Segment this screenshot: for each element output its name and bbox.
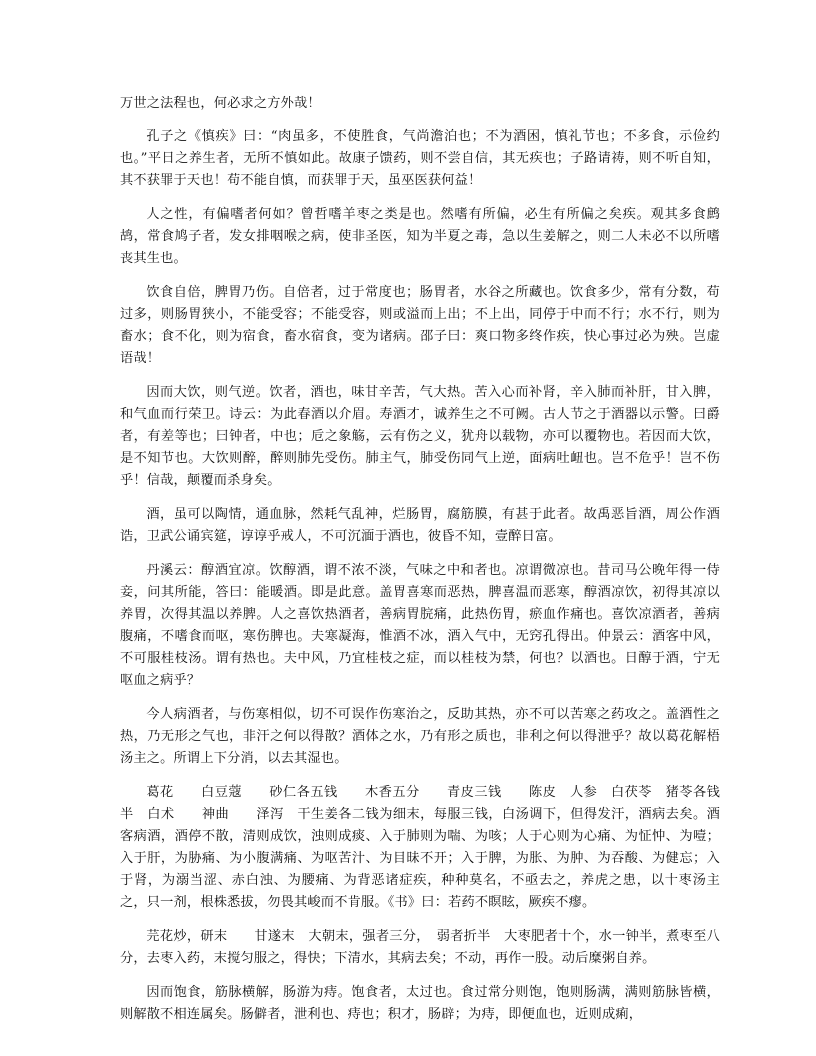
paragraph: 今人病酒者，与伤寒相似，切不可误作伤寒治之，反助其热，亦不可以苦寒之药攻之。盖酒性之热，乃无形之气也，非汗之何以得散？酒体之水，乃有形之质也，非利之何以得泄乎？故以葛花解梧汤主之。所谓上下分消，以去其湿也。 bbox=[120, 707, 720, 766]
paragraph: 酒，虽可以陶情，通血脉，然耗气乱神，烂肠胃，腐筋膜，有甚于此者。故禹恶旨酒，周公作酒诰，卫武公诵宾筵，谆谆乎戒人，不可沉湎于酒也，彼昏不知，壹醉日富。 bbox=[120, 507, 720, 544]
paragraph: 万世之法程也，何必求之方外哉！ bbox=[120, 96, 321, 111]
paragraph: 饮食自倍，脾胃乃伤。自倍者，过于常度也；肠胃者，水谷之所藏也。饮食多少，常有分数，苟过多，则肠胃狭小，不能受容；不能受容，则或溢而上出；不上出，同停于中而不行；水不行，则为畜水；食不化，则为宿食，畜水宿食，变为诸病。邵子曰：爽口物多终作疾，快心事过必为殃。岂虚语哉！ bbox=[120, 285, 720, 366]
paragraph: 人之性，有偏嗜者何如？曾哲嗜羊枣之类是也。然嗜有所偏，必生有所偏之矣疾。观其多食鹧鸪，常食鸠子者，发女排咽喉之病，使非圣医，知为半夏之毒，急以生姜解之，则二人未必不以所嗜丧其生也。 bbox=[120, 207, 720, 266]
paragraph: 丹溪云：醇酒宜凉。饮醇酒，谓不浓不淡，气味之中和者也。凉谓微凉也。昔司马公晚年得一侍妾，问其所能，答曰：能暖酒。即是此意。盖胃喜寒而恶热，脾喜温而恶寒，醇酒凉饮，初得其凉以养胃，次得其温以养脾。人之喜饮热酒者，善病胃脘痛，此热伤胃，瘀血作痛也。喜饮凉酒者，善病腹痛，不嗜食而呕，寒伤脾也。夫寒凝海，惟酒不冰，酒入气中，无窍孔得出。仲景云：酒客中风，不可服桂枝汤。谓有热也。夫中风，乃宜桂枝之症，而以桂枝为禁，何也？以酒也。日醇于酒，宁无呕血之病乎？ bbox=[120, 563, 720, 688]
paragraph: 芫花炒，研末 甘遂末 大朝末，强者三分， 弱者折半 大枣肥者十个，水一钟半，煮枣至八分，去枣入药，末搅匀服之，得快；下清水，其病去矣；不动，再作一股。动后糜粥自养。 bbox=[120, 929, 720, 966]
paragraph: 因而饱食，筋脉横解，肠游为痔。饱食者，太过也。食过常分则饱，饱则肠满，满则筋脉皆横，则解散不相连属矣。肠僻者，泄利也、痔也；积才，肠辟；为痔，即便血也，近则成痢， bbox=[120, 985, 720, 1022]
paragraph: 葛花 白豆蔻 砂仁各五钱 木香五分 青皮三钱 陈皮 人参 白茯苓 猪苓各钱半 白术 神曲 泽泻 干生姜各二钱为细末，每服三钱，白汤调下，但得发汗，酒病去矣。酒客病酒，酒停不散，清则成饮，浊则成痰、入于肺则为喘、为咳；人于心则为心痛、为怔忡、为噎；入于肝，为胁痛、为小腹满痛、为呕苦汁、为目昧不开；入于脾，为胀、为肿、为吞酸、为健忘；入于肾，为溺当涩、赤白浊、为腰痛、为背恶诸症疾，种种莫名，不亟去之，养虎之患，以十枣汤主之，只一剂，根株悉拔，勿畏其峻而不肯服。《书》曰：若药不瞑眩，厥疾不瘳。 bbox=[120, 785, 720, 910]
paragraph: 孔子之《慎疾》曰：“肉虽多，不使胜食，气尚澹泊也；不为酒困，慎礼节也；不多食，示俭约也。”平日之养生者，无所不慎如此。故康子馈药，则不尝自信，其无疾也；子路请祷，则不听自知，其不获罪于天也！苟不能自慎，而获罪于天，虽巫医获何益！ bbox=[120, 129, 720, 188]
paragraph: 因而大饮，则气逆。饮者，酒也，味甘辛苦，气大热。苦入心而补肾，辛入肺而补肝，甘入脾，和气血而行荣卫。诗云：为此春酒以介眉。寿酒才，诚养生之不可阙。古人节之于酒器以示警。曰爵者，有差等也；曰钟者，中也；卮之象觞，云有伤之义，犹舟以载物，亦可以覆物也。若因而大饮，是不知节也。大饮则醉，醉则肺先受伤。肺主气，肺受伤同气上逆，面病吐衄也。岂不危乎！岂不伤乎！信哉，颠覆而杀身矣。 bbox=[120, 385, 720, 488]
